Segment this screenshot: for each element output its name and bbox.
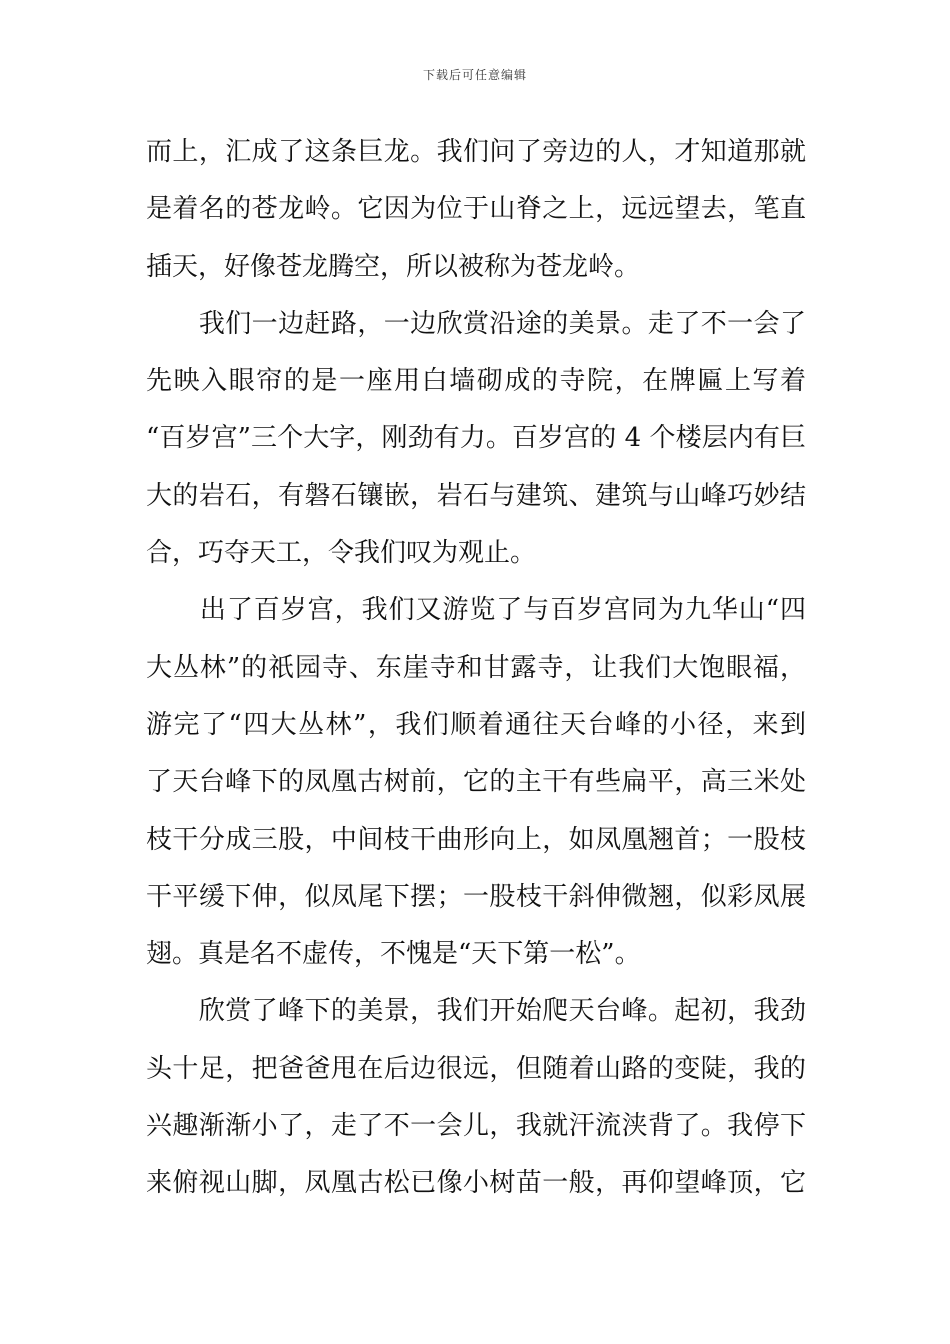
text-line: 枝干分成三股，中间枝干曲形向上，如凤凰翘首；一股枝	[146, 824, 806, 855]
text-line: “百岁宫”三个大字，刚劲有力。百岁宫的 4 个楼层内有巨	[146, 423, 806, 454]
text-line: 头十足，把爸爸甩在后边很远，但随着山路的变陡，我的	[146, 1053, 806, 1084]
text-line: 兴趣渐渐小了，走了不一会儿，我就汗流浃背了。我停下	[146, 1111, 806, 1142]
text-line: 先映入眼帘的是一座用白墙砌成的寺院，在牌匾上写着	[146, 366, 806, 397]
page-header: 下载后可任意编辑	[422, 68, 527, 82]
text-line: 而上，汇成了这条巨龙。我们问了旁边的人，才知道那就	[146, 137, 806, 167]
text-line: 合，巧夺天工，令我们叹为观止。	[146, 538, 537, 569]
text-line: 干平缓下伸，似凤尾下摆；一股枝干斜伸微翘，似彩凤展	[146, 881, 806, 912]
text-line: 大丛林”的祇园寺、东崖寺和甘露寺，让我们大饱眼福，	[146, 652, 806, 683]
text-line: 大的岩石，有磐石镶嵌，岩石与建筑、建筑与山峰巧妙结	[146, 480, 806, 511]
essay-body	[146, 124, 806, 1213]
text-line: 了天台峰下的凤凰古树前，它的主干有些扁平，高三米处	[146, 767, 806, 798]
text-line: 来俯视山脚，凤凰古松已像小树苗一般，再仰望峰顶，它	[146, 1168, 806, 1199]
text-line: 欣赏了峰下的美景，我们开始爬天台峰。起初，我劲	[146, 996, 806, 1027]
text-line: 插天，好像苍龙腾空，所以被称为苍龙岭。	[146, 251, 641, 282]
text-line: 翅。真是名不虚传，不愧是“天下第一松”。	[146, 939, 641, 970]
text-line: 出了百岁宫，我们又游览了与百岁宫同为九华山“四	[146, 595, 806, 626]
text-line: 是着名的苍龙岭。它因为位于山脊之上，远远望去，笔直	[146, 194, 806, 225]
text-line: 我们一边赶路，一边欣赏沿途的美景。走了不一会了	[146, 308, 806, 339]
text-line: 游完了“四大丛林”，我们顺着通往天台峰的小径，来到	[146, 709, 806, 740]
